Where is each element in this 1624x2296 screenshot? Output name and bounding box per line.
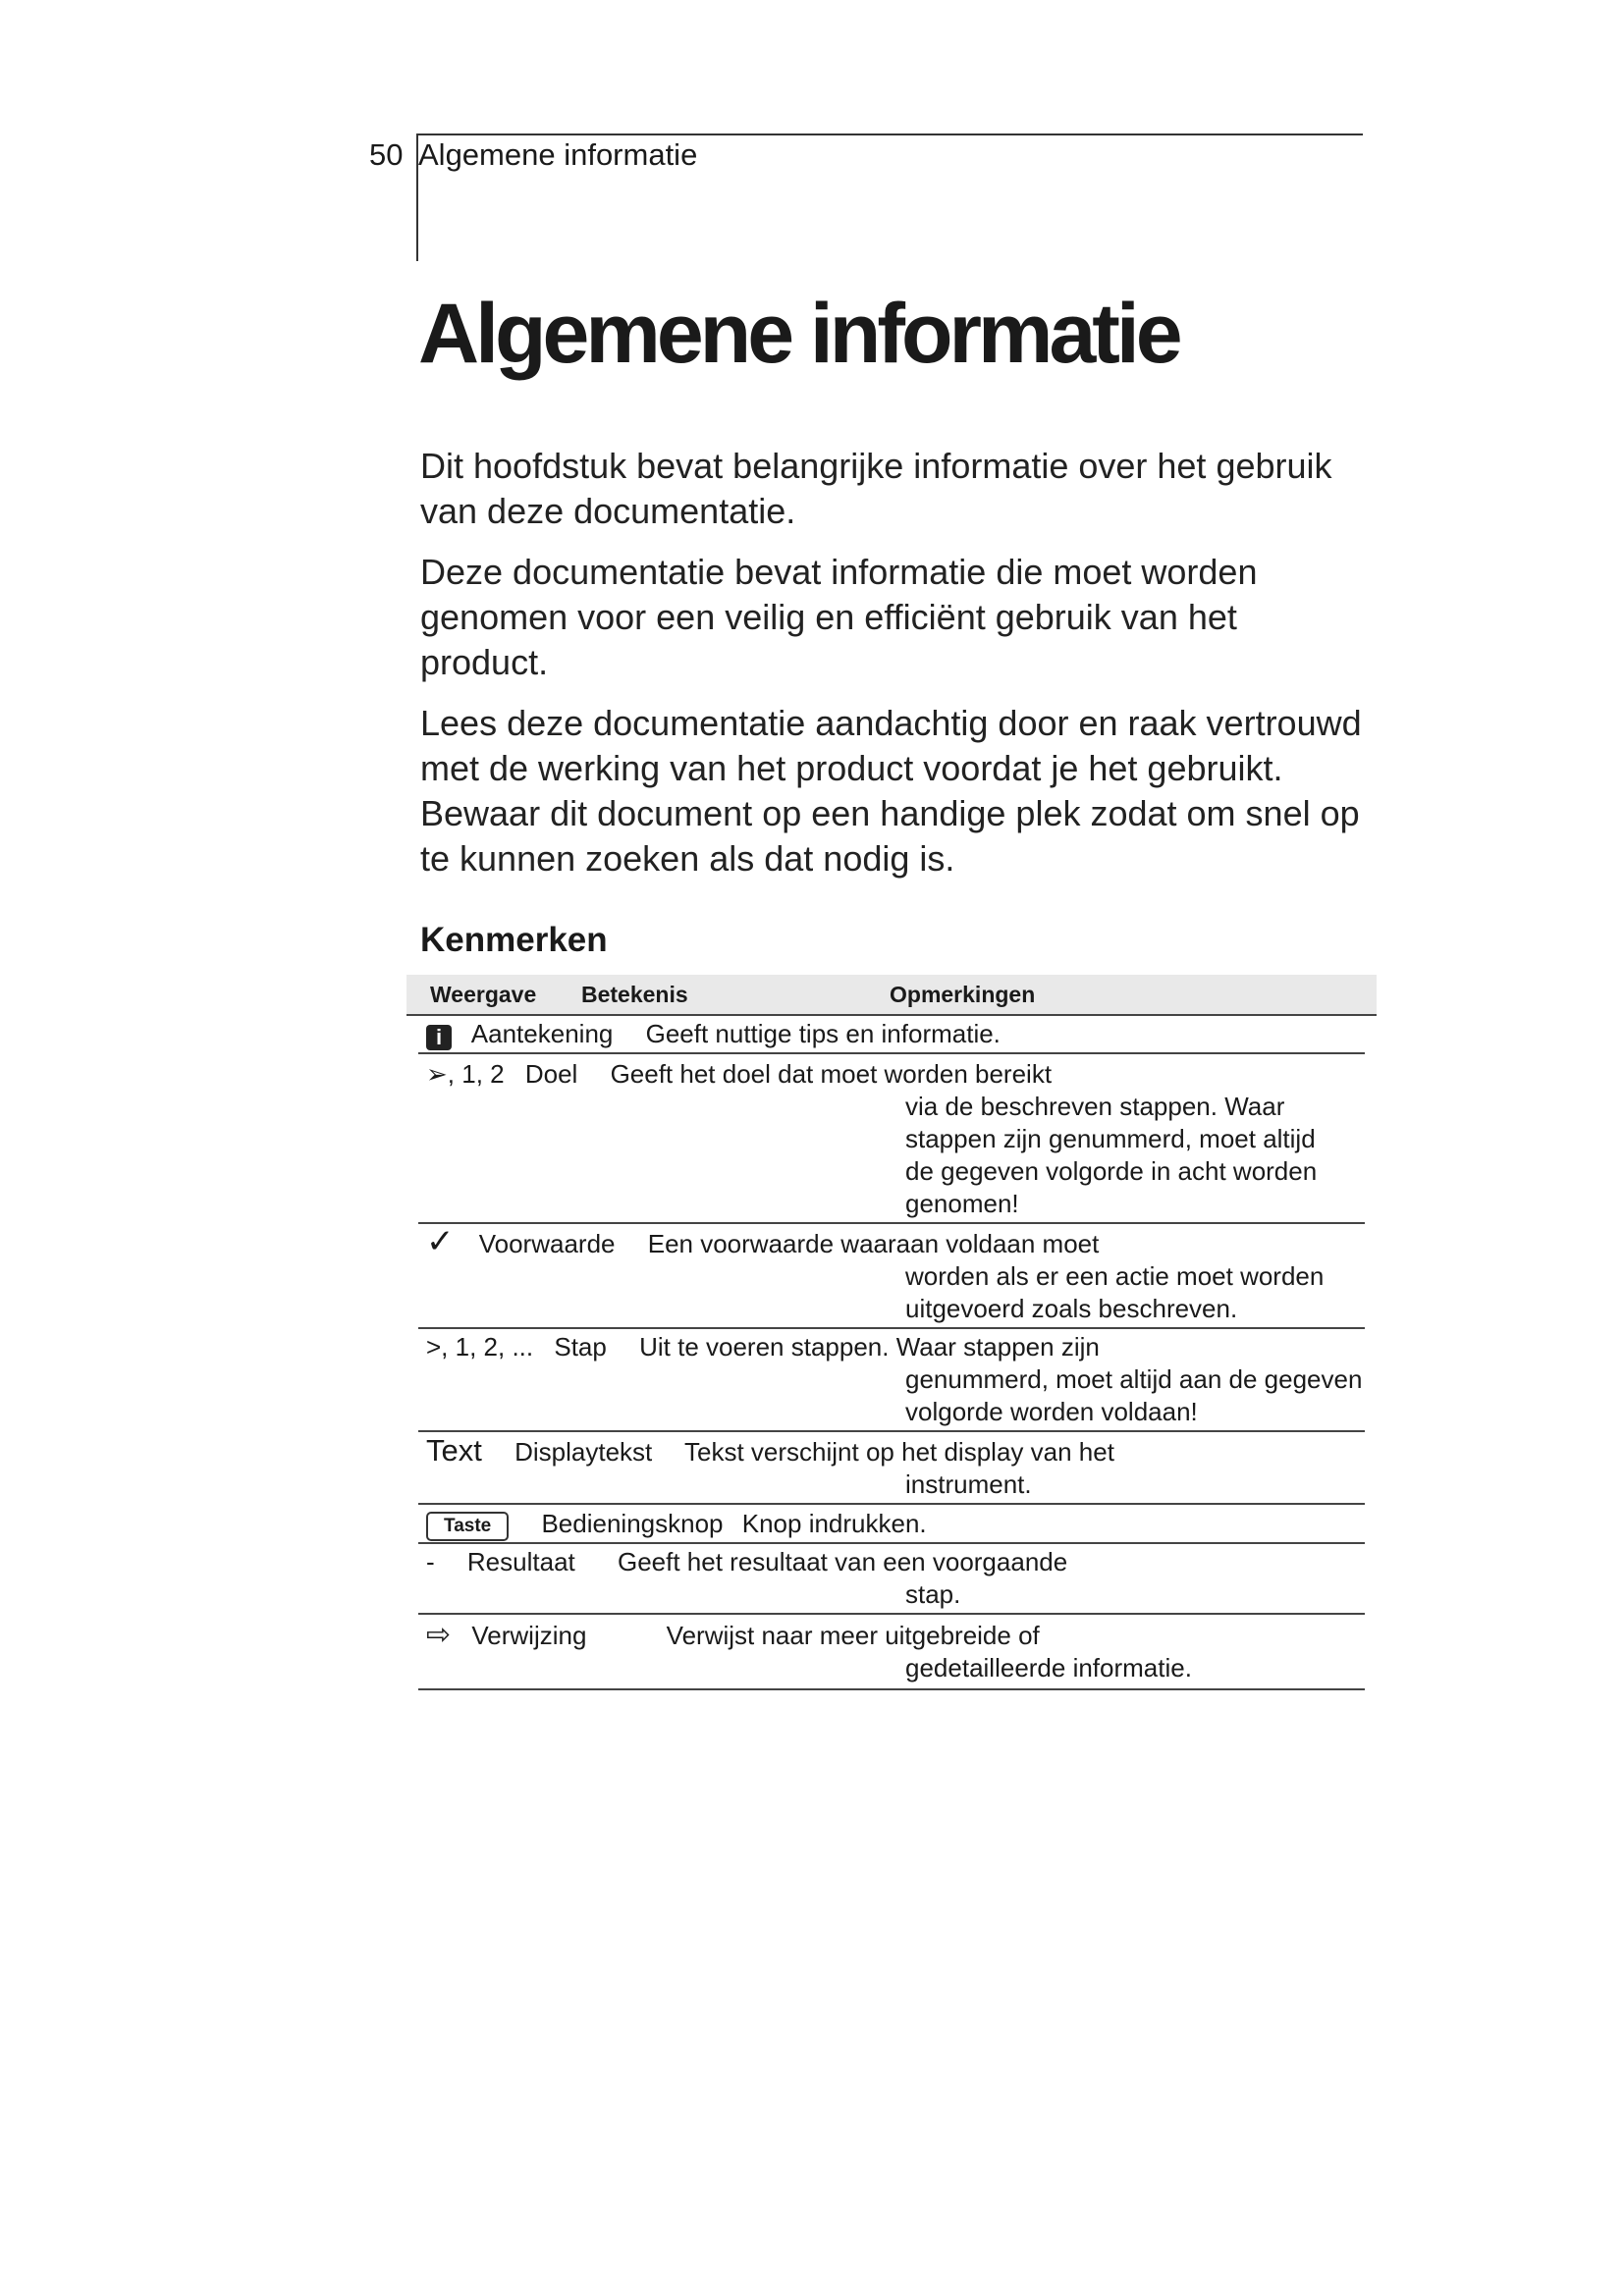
paragraph-1: Dit hoofdstuk bevat belangrijke informatie over het gebruik van deze documentatie.	[420, 446, 1332, 531]
dash-icon: -	[426, 1547, 435, 1576]
header-weergave: Weergave	[430, 982, 537, 1007]
info-icon: i	[426, 1025, 452, 1050]
row-remark: Verwijst naar meer uitgebreide of	[666, 1621, 1040, 1650]
table-header	[406, 975, 1377, 1016]
row-remark: Geeft nuttige tips en informatie.	[645, 1019, 1001, 1048]
row-remark-continued: via de beschreven stappen. Waar stappen zijn genummerd, moet altijd de gegeven volgorde in acht worden genomen!	[905, 1092, 1318, 1218]
row-meaning: Voorwaarde	[478, 1229, 616, 1258]
row-meaning: Displaytekst	[514, 1437, 653, 1467]
reference-arrow-icon: ⇨	[426, 1619, 452, 1651]
row-remark-continued: instrument.	[905, 1469, 1032, 1499]
row-remark: Geeft het resultaat van een voorgaande	[617, 1547, 1068, 1576]
table-row	[418, 1544, 1365, 1615]
paragraph-2: Deze documentatie bevat informatie die moet worden genomen voor een veilig en efficiënt gebruik van het product.	[420, 552, 1258, 682]
features-table	[406, 975, 1377, 1690]
row-remark-continued: worden als er een actie moet worden uitgevoerd zoals beschreven.	[905, 1261, 1325, 1323]
table-row	[418, 1615, 1365, 1690]
row-remark: Knop indrukken.	[741, 1509, 927, 1538]
paragraph-3: Lees deze documentatie aandachtig door en raak vertrouwd met de werking van het product voordat je het gebruikt. Bewaar dit document op een handige plek zodat om snel op te kunnen zoeken als dat nodig is.	[420, 703, 1362, 879]
display-text-icon: Text	[426, 1433, 482, 1468]
row-meaning: Verwijzing	[471, 1621, 587, 1650]
row-meaning: Stap	[554, 1332, 607, 1362]
intro-text	[420, 444, 1363, 897]
row-remark-continued: gedetailleerde informatie.	[905, 1653, 1192, 1682]
checkmark-icon: ✓	[426, 1223, 455, 1260]
table-row	[418, 1329, 1365, 1432]
table-row	[418, 1505, 1365, 1544]
row-remark: Tekst verschijnt op het display van het	[684, 1437, 1114, 1467]
arrow-icon: ➢, 1, 2	[426, 1059, 505, 1089]
table-row	[418, 1054, 1365, 1224]
row-meaning: Doel	[524, 1059, 578, 1089]
row-remark: Een voorwaarde waaraan voldaan moet	[647, 1229, 1100, 1258]
table-row	[418, 1224, 1365, 1329]
row-remark-continued: stap.	[905, 1579, 961, 1609]
row-remark: Geeft het doel dat moet worden bereikt	[610, 1059, 1053, 1089]
chapter-title: Algemene informatie	[418, 287, 1179, 381]
row-meaning: Bedieningsknop	[541, 1509, 724, 1538]
running-header-title: Algemene informatie	[418, 137, 698, 172]
table-row	[418, 1016, 1365, 1054]
row-meaning: Aantekening	[470, 1019, 614, 1048]
header-betekenis: Betekenis	[581, 982, 688, 1007]
row-meaning: Resultaat	[466, 1547, 575, 1576]
row-remark: Uit te voeren stappen. Waar stappen zijn	[639, 1332, 1100, 1362]
row-remark-continued: genummerd, moet altijd aan de gegeven volgorde worden voldaan!	[905, 1364, 1363, 1426]
step-icon: >, 1, 2, ...	[426, 1332, 534, 1362]
page-number: 50	[369, 137, 404, 172]
table-row	[418, 1432, 1365, 1505]
key-button-icon: Taste	[426, 1512, 509, 1541]
header-opmerkingen: Opmerkingen	[890, 982, 1036, 1007]
section-title: Kenmerken	[420, 921, 608, 959]
